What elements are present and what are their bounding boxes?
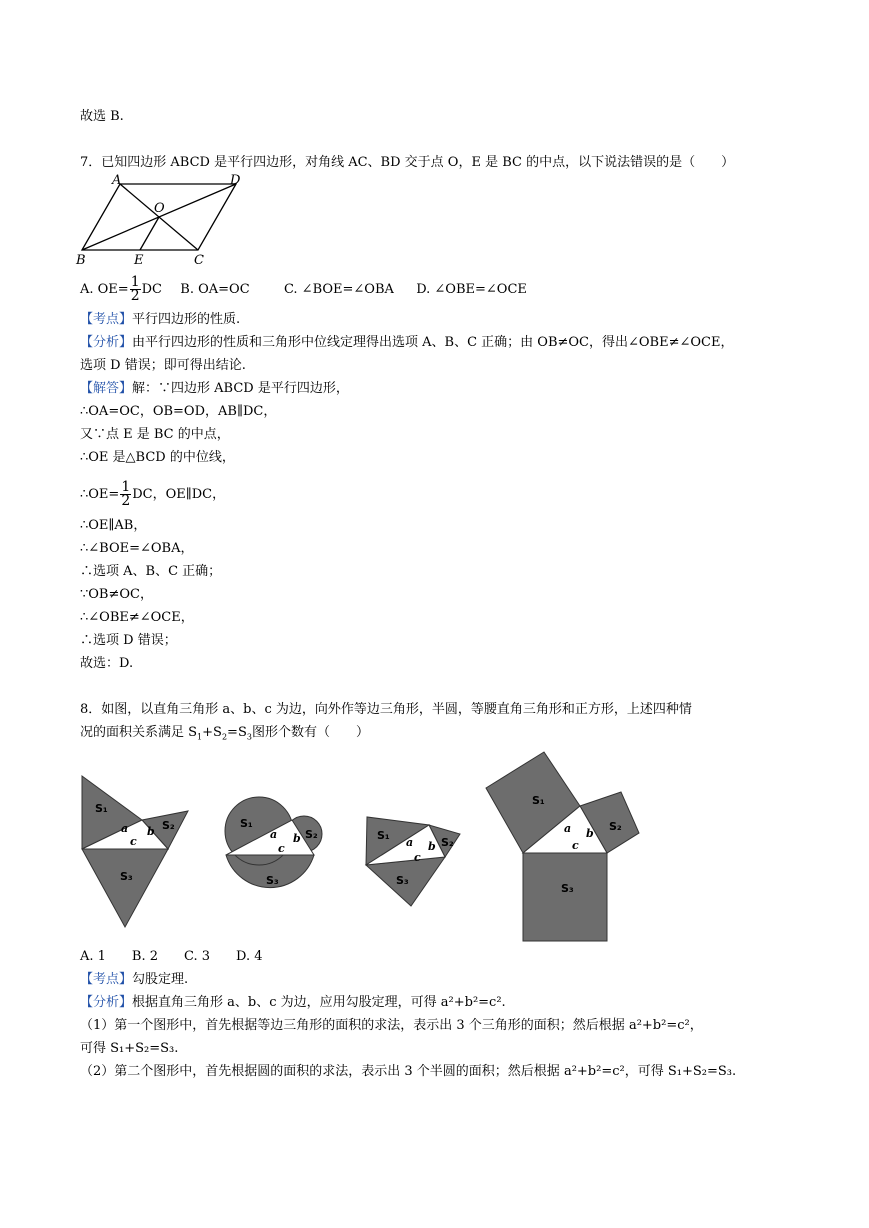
figure-semicircles xyxy=(222,796,330,906)
solution-step: ∴∠BOE=∠OBA， xyxy=(80,541,194,556)
label-a: a xyxy=(121,822,129,835)
solution-step: ∴∠OBE≠∠OCE， xyxy=(80,610,194,625)
label-O: O xyxy=(154,201,165,216)
label-b: b xyxy=(586,827,594,840)
solution-step: ∵OB≠OC， xyxy=(80,587,153,602)
option-c: C. ∠BOE=∠OBA xyxy=(283,282,394,297)
label-s1: S₁ xyxy=(240,817,253,830)
label-a: a xyxy=(406,836,414,849)
solution-step: ∴OA=OC，OB=OD，AB∥DC， xyxy=(80,404,277,419)
label-s2: S₂ xyxy=(441,836,454,849)
label-c: c xyxy=(414,851,421,864)
label-a: a xyxy=(564,822,572,835)
label-B: B xyxy=(76,253,86,268)
label-s1: S₁ xyxy=(95,802,108,815)
label-c: c xyxy=(130,835,137,848)
label-s1: S₁ xyxy=(532,794,545,807)
label-b: b xyxy=(293,832,301,845)
previous-conclusion: 故选 B. xyxy=(80,109,124,124)
q8-fenxi: 【分析】根据直角三角形 a、b、c 为边，应用勾股定理，可得 a²+b²=c². xyxy=(80,995,506,1010)
label-c: c xyxy=(572,839,579,852)
fenxi-tag: 【分析】 xyxy=(80,995,133,1010)
q8-options: A. 1 B. 2 C. 3 D. 4 xyxy=(80,949,263,964)
q8-kaodian: 【考点】勾股定理. xyxy=(80,972,189,987)
q8-analysis-1-cont: 可得 S₁+S₂=S₃. xyxy=(80,1041,179,1056)
label-D: D xyxy=(230,173,241,188)
solution-step: ∴OE∥AB， xyxy=(80,518,147,533)
parallelogram-figure xyxy=(76,172,276,268)
label-A: A xyxy=(112,173,122,188)
q7-fenxi: 【分析】由平行四边形的性质和三角形中位线定理得出选项 A、B、C 正确；由 OB≠OC，得出∠OBE≠∠OCE， xyxy=(80,335,734,350)
label-s3: S₃ xyxy=(396,874,409,887)
solution-step: 故选：D. xyxy=(80,656,134,671)
label-s3: S₃ xyxy=(561,882,574,895)
solution-step: ∴选项 D 错误； xyxy=(80,633,177,648)
figure-isosceles-right-triangles xyxy=(362,810,468,910)
label-c: c xyxy=(278,842,285,855)
label-s2: S₂ xyxy=(609,820,622,833)
label-C: C xyxy=(194,253,204,268)
solution-step: ∴OE 是△BCD 的中位线， xyxy=(80,450,235,465)
label-b: b xyxy=(147,825,155,838)
solution-step: 又∵点 E 是 BC 的中点， xyxy=(80,427,230,442)
label-E: E xyxy=(134,253,144,268)
q7-kaodian: 【考点】平行四边形的性质. xyxy=(80,312,241,327)
fenxi-tag: 【分析】 xyxy=(80,335,133,350)
label-a: a xyxy=(270,828,278,841)
q8-stem: 8．如图，以直角三角形 a、b、c 为边，向外作等边三角形，半圆，等腰直角三角形和正方形，上述四种情 xyxy=(80,702,692,717)
q7-options xyxy=(80,276,527,303)
q7-stem: 7．已知四边形 ABCD 是平行四边形，对角线 AC、BD 交于点 O，E 是 BC 的中点，以下说法错误的是（ ） xyxy=(80,155,735,170)
q8-analysis-1: （1）第一个图形中，首先根据等边三角形的面积的求法，表示出 3 个三角形的面积；然后根据 a²+b²=c²， xyxy=(80,1018,703,1033)
figure-equilateral-triangles xyxy=(78,772,192,934)
option-b: B. OA=OC xyxy=(180,282,250,297)
label-s3: S₃ xyxy=(120,870,133,883)
option-a: A. OE= $\frac{1}{2}$ DC xyxy=(80,274,162,304)
label-s2: S₂ xyxy=(162,819,175,832)
figure-squares xyxy=(482,748,650,944)
q8-stem-cont: 况的面积关系满足 $S_1+S_2=S_3$图形个数有（ ） xyxy=(80,725,369,742)
label-s1: S₁ xyxy=(377,829,390,842)
q7-fenxi-cont: 选项 D 错误；即可得出结论. xyxy=(80,358,246,373)
jieda-tag: 【解答】 xyxy=(80,381,133,396)
label-b: b xyxy=(428,840,436,853)
solution-step-fraction: ∴OE= $\frac{1}{2}$ DC，OE∥DC， xyxy=(80,479,226,509)
kaodian-tag: 【考点】 xyxy=(80,972,133,987)
label-s2: S₂ xyxy=(305,828,318,841)
solution-step: ∴选项 A、B、C 正确； xyxy=(80,564,222,579)
q7-jieda: 【解答】解：∵四边形 ABCD 是平行四边形， xyxy=(80,381,349,396)
label-s3: S₃ xyxy=(266,874,279,887)
option-d: D. ∠OBE=∠OCE xyxy=(416,282,527,297)
kaodian-tag: 【考点】 xyxy=(80,312,133,327)
fraction-half: $\frac{1}{2}$ xyxy=(130,274,140,304)
q8-analysis-2: （2）第二个图形中，首先根据圆的面积的求法，表示出 3 个半圆的面积；然后根据 a²+b²=c²，可得 S₁+S₂=S₃. xyxy=(80,1064,737,1079)
